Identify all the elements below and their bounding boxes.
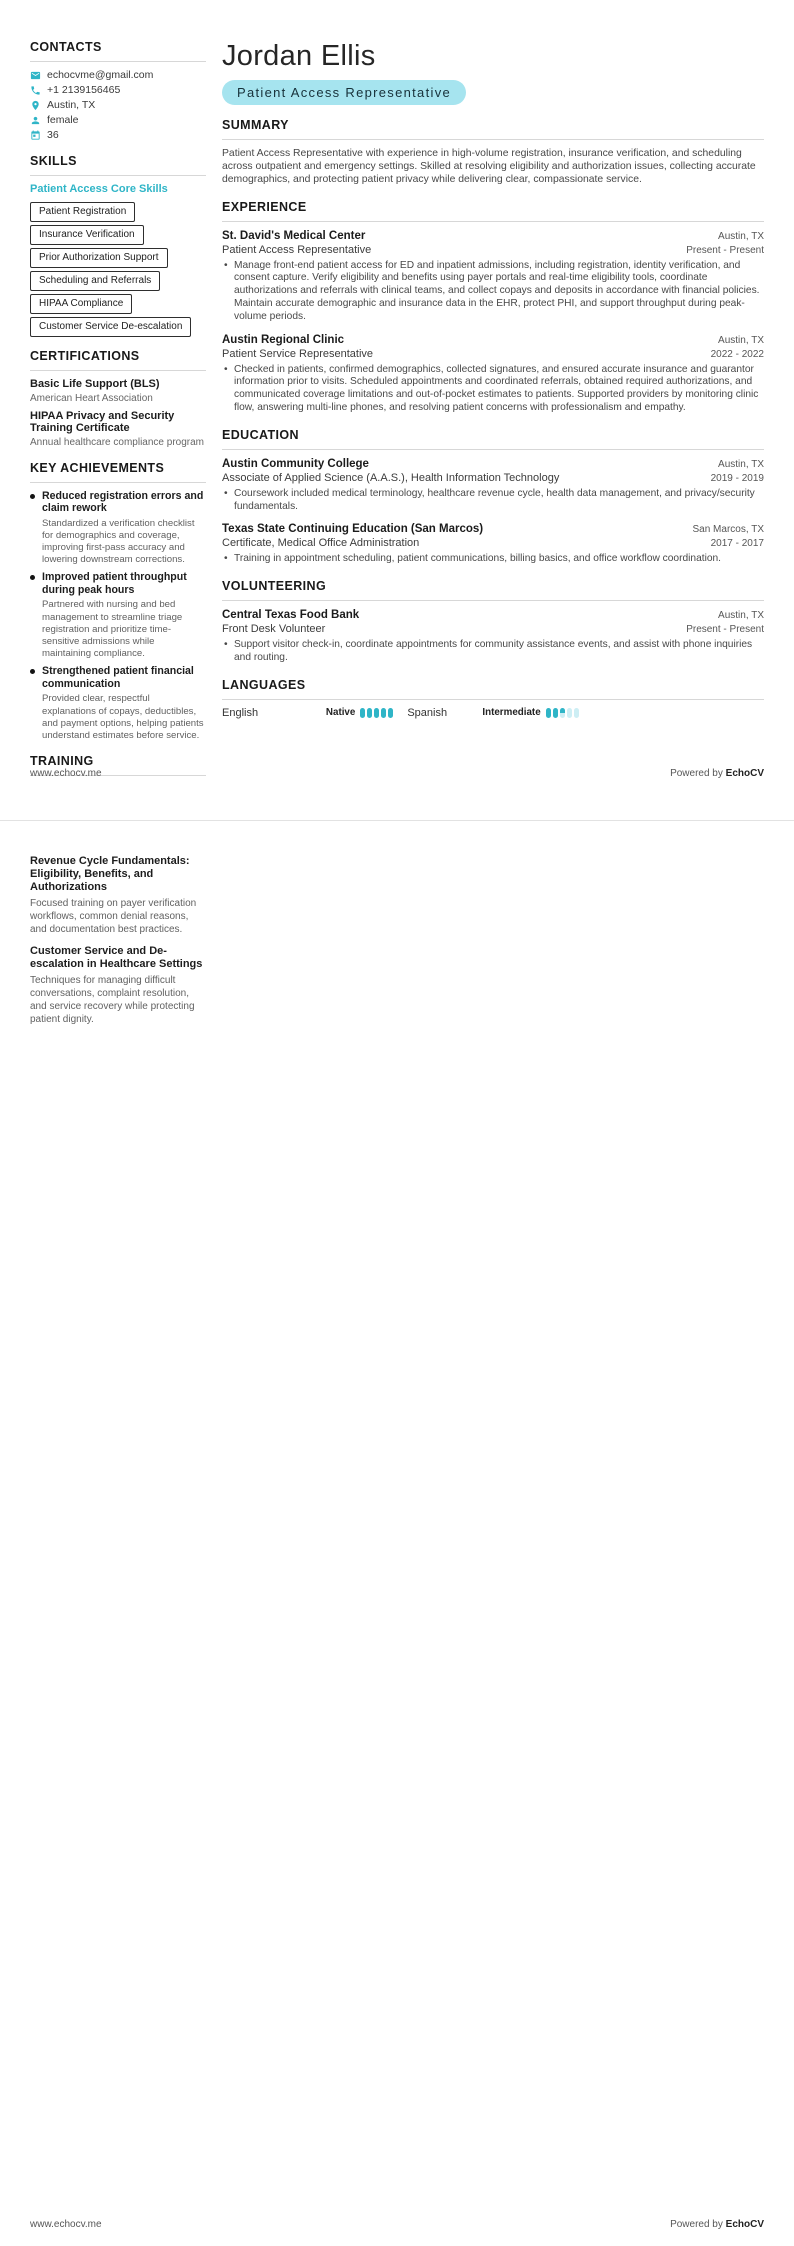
achievement-title: Improved patient throughput during peak hours [42,571,187,596]
volunteering-location: Austin, TX [718,610,764,622]
language-proficiency-dots [546,708,579,718]
candidate-name: Jordan Ellis [222,40,376,72]
proficiency-dot [388,708,393,718]
education-school: Austin Community College [222,457,369,470]
achievement-body [42,490,206,567]
skill-chip: Patient Registration [30,202,135,222]
language-item-empty [593,707,764,719]
languages-section [222,678,764,719]
education-degree: Certificate, Medical Office Administration [222,537,420,550]
language-proficiency-dots [360,708,393,718]
language-level: Native [325,707,356,719]
skills-heading: SKILLS [30,154,206,176]
education-heading: EDUCATION [222,428,764,450]
volunteering-dates: Present - Present [686,624,764,636]
person-icon [30,115,41,126]
achievement-description: Partnered with nursing and bed management to streamline triage registration and prioritize time-sensitive admissions while maintaining compliance. [42,599,183,660]
certification-title: HIPAA Privacy and Security Training Certificate [30,409,175,434]
volunteering-section [222,579,764,665]
proficiency-dot [574,708,579,718]
education-dates: 2017 - 2017 [710,538,764,550]
sidebar [30,40,206,783]
certification-item [30,410,206,449]
key-achievements-section [30,461,206,743]
skills-section [30,154,206,337]
achievement-title: Reduced registration errors and claim rework [42,489,204,514]
job-title-badge: Patient Access Representative [222,80,466,105]
brand-name: EchoCV [725,768,764,779]
volunteering-org: Central Texas Food Bank [222,609,360,622]
achievement-item [30,490,206,567]
experience-location: Austin, TX [718,334,764,346]
key-achievements-heading: KEY ACHIEVEMENTS [30,461,206,483]
powered-by-text: Powered by [670,2219,726,2230]
contact-location-text: Austin, TX [47,99,96,111]
contact-item-location [30,99,206,112]
achievement-title: Strengthened patient financial communication [42,665,194,690]
contact-item-phone [30,84,206,97]
contact-item-gender [30,114,206,127]
training-item [30,945,206,1026]
skill-chip: Prior Authorization Support [30,248,168,268]
powered-by-text: Powered by [670,768,726,779]
training-title: Revenue Cycle Fundamentals: Eligibility, Benefits, and Authorizations [30,855,190,893]
certification-subtitle: Annual healthcare compliance program [30,436,204,448]
contacts-section [30,40,206,142]
experience-bullet: • Manage front-end patient access for ED and inpatient admissions, including registration, identity verification, and consent capture. Verify eligibility and benefits using payer portals and real-time eligibility tools, coordinate authorizations and referrals with clinical teams, and collect copays and deposits in accordance with financial policies. Maintain accurate demographic and insurance data in the EHR, protect PHI, and support throughput during peak-volume periods. [222,260,764,324]
training-heading: TRAINING [30,754,206,776]
experience-dates: Present - Present [686,244,764,256]
language-level: Intermediate [482,707,541,719]
languages-heading: LANGUAGES [222,678,764,700]
achievement-item [30,571,206,660]
summary-section [222,118,764,187]
education-bullet: • Coursework included medical terminology, healthcare revenue cycle, health data management, and privacy/security fundamentals. [222,488,764,514]
education-section [222,428,764,566]
footer-site-link[interactable]: www.echocv.me [30,768,102,779]
page-footer [30,768,764,780]
experience-role: Patient Service Representative [222,347,374,360]
experience-company: Austin Regional Clinic [222,333,345,346]
contact-email-text: echocvme@gmail.com [47,69,154,81]
certifications-heading: CERTIFICATIONS [30,349,206,371]
proficiency-dot [381,708,386,718]
training-item [30,855,206,936]
education-degree: Associate of Applied Science (A.A.S.), Health Information Technology [222,471,560,484]
volunteering-role: Front Desk Volunteer [222,623,326,636]
proficiency-dot [567,708,572,718]
training-description: Techniques for managing difficult conversations, complaint resolution, and service recovery while protecting patient dignity. [30,975,195,1025]
footer-site-link[interactable]: www.echocv.me [30,2219,102,2230]
certifications-section [30,349,206,449]
volunteering-entry [222,608,764,665]
education-bullet: • Training in appointment scheduling, patient communications, billing basics, and office workflow coordination. [222,553,764,566]
education-location: San Marcos, TX [692,524,764,536]
language-item [222,707,393,719]
experience-bullet: • Checked in patients, confirmed demographics, collected signatures, and ensured accurate insurance and guarantor information prior to visits. Scheduled appointments and coordinated referrals, obtained required authorizations, and communicated coverage limitations and out-of-pocket estimates to patients. Supported providers by monitoring clinic flow, answering multi-line phones, and resolving patient concerns with professionalism and empathy. [222,364,764,415]
education-school: Texas State Continuing Education (San Marcos) [222,523,484,536]
volunteering-bullet: • Support visitor check-in, coordinate appointments for community assistance events, and assist with phone inquiries and routing. [222,639,764,665]
experience-heading: EXPERIENCE [222,200,764,222]
experience-entry [222,229,764,324]
page-footer [30,2219,764,2231]
resume-page-2 [0,821,794,2245]
proficiency-dot [367,708,372,718]
certification-subtitle: American Heart Association [30,392,153,404]
experience-company: St. David's Medical Center [222,229,366,242]
summary-heading: SUMMARY [222,118,764,140]
experience-section [222,200,764,415]
bullet-dot-icon [30,494,35,499]
contact-gender-text: female [47,114,79,126]
bullet-dot-icon [30,575,35,580]
contact-age-text: 36 [47,129,59,141]
brand-name: EchoCV [725,2219,764,2230]
main-column-empty [222,855,764,1035]
phone-icon [30,85,41,96]
achievement-description: Provided clear, respectful explanations of copays, deductibles, and payment options, helping patients understand estimates before service. [42,693,204,741]
certification-item [30,378,206,405]
certification-title: Basic Life Support (BLS) [30,378,160,390]
language-name: English [222,706,259,719]
email-icon [30,70,41,81]
summary-text: Patient Access Representative with experience in high-volume registration, insurance verification, and scheduling across outpatient and emergency settings. Skilled at resolving eligibility and authorization issues, collecting accurate demographics, and protecting patient privacy while delivering clear, compassionate service. [222,148,756,186]
resume-page-1 [0,0,794,821]
education-entry [222,522,764,566]
skills-group-title: Patient Access Core Skills [30,183,168,195]
training-description: Focused training on payer verification workflows, common denial reasons, and documentation best practices. [30,898,197,935]
proficiency-dot [560,708,565,718]
proficiency-dot [360,708,365,718]
contacts-heading: CONTACTS [30,40,206,62]
skill-chip: Insurance Verification [30,225,144,245]
location-icon [30,100,41,111]
experience-entry [222,333,764,415]
calendar-icon [30,130,41,141]
experience-dates: 2022 - 2022 [710,348,764,360]
education-location: Austin, TX [718,458,764,470]
education-entry [222,457,764,514]
volunteering-heading: VOLUNTEERING [222,579,764,601]
proficiency-dot [374,708,379,718]
training-title: Customer Service and De-escalation in Healthcare Settings [30,945,203,970]
skill-chip: HIPAA Compliance [30,294,132,314]
proficiency-dot [553,708,558,718]
skill-chip: Scheduling and Referrals [30,271,160,291]
achievement-description: Standardized a verification checklist for demographics and coverage, improving first-pass accuracy and lowering downstream corrections. [42,517,195,566]
contact-item-email [30,69,206,82]
achievement-body [42,571,206,660]
proficiency-dot [546,708,551,718]
education-dates: 2019 - 2019 [710,472,764,484]
language-name: Spanish [407,706,448,719]
powered-by[interactable] [670,2219,764,2231]
contact-item-age [30,129,206,142]
achievement-body [42,665,206,742]
contact-phone-text: +1 2139156465 [47,84,121,96]
powered-by[interactable] [670,768,764,780]
experience-location: Austin, TX [718,230,764,242]
achievement-item [30,665,206,742]
sidebar-continued [30,855,206,1035]
experience-role: Patient Access Representative [222,243,372,256]
skill-chip: Customer Service De-escalation [30,317,191,337]
bullet-dot-icon [30,669,35,674]
main-column [222,40,764,783]
language-item [407,707,578,719]
